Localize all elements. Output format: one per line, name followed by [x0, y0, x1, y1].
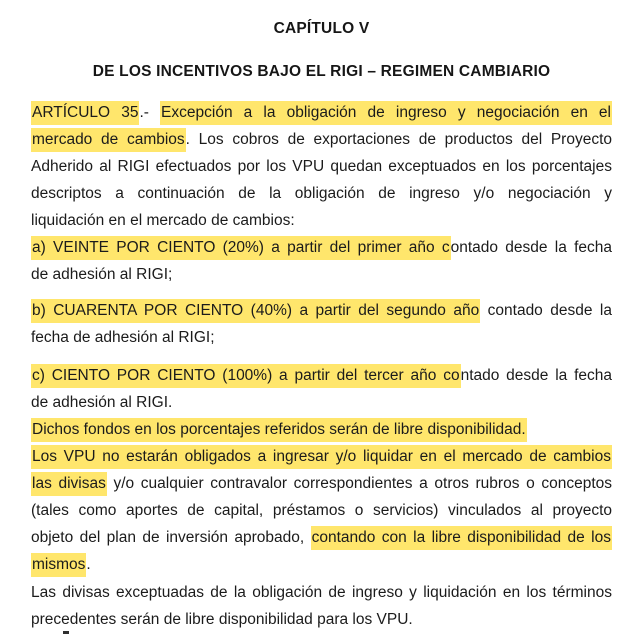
text-line — [31, 470, 612, 497]
highlighted-text: b) CUARENTA POR CIENTO (40%) a partir del segundo año — [31, 299, 480, 323]
text-line — [31, 180, 612, 207]
plain-text: de adhesión al RIGI; — [31, 266, 173, 283]
text-line — [31, 606, 612, 633]
highlighted-text: mismos — [31, 553, 86, 577]
text-line — [31, 153, 612, 180]
text-line — [31, 362, 612, 389]
highlighted-text: Los VPU no estarán obligados a ingresar y/o liquidar en el mercado de cambios — [31, 445, 612, 469]
paragraph-inciso-a — [31, 234, 612, 288]
highlighted-text: contando con la libre disponibilidad de los — [311, 526, 612, 550]
text-line — [31, 99, 612, 126]
plain-text: Las divisas exceptuadas de la obligación de ingreso y liquidación en los términos — [31, 584, 612, 601]
plain-text: liquidación en el mercado de cambios: — [31, 212, 295, 229]
text-line — [31, 443, 612, 470]
plain-text: . — [86, 556, 91, 573]
paragraph-articulo-35-encabezado — [31, 99, 612, 234]
highlighted-text: c) CIENTO POR CIENTO (100%) a partir del tercer año co — [31, 364, 461, 388]
plain-text: de adhesión al RIGI. — [31, 394, 173, 411]
plain-text: descriptos a continuación de la obligación de ingreso y/o negociación y — [31, 185, 612, 202]
text-line — [31, 416, 612, 443]
paragraph-inciso-c-y-libre-disponibilidad — [31, 362, 612, 578]
plain-text: .- — [139, 104, 161, 121]
highlighted-text: mercado de cambios — [31, 128, 186, 152]
text-line — [31, 207, 612, 234]
highlighted-text: ARTÍCULO 35 — [31, 101, 139, 125]
text-line — [31, 297, 612, 324]
highlighted-text: a) VEINTE POR CIENTO (20%) a partir del primer año c — [31, 236, 451, 260]
chapter-heading: CAPÍTULO V — [273, 20, 370, 37]
section-title: DE LOS INCENTIVOS BAJO EL RIGI – REGIMEN CAMBIARIO — [92, 63, 551, 80]
plain-text: objeto del plan de inversión aprobado, — [31, 529, 311, 546]
plain-text: (tales como aportes de capital, préstamos o servicios) vinculados al proyecto — [31, 502, 612, 519]
plain-text: . Los cobros de exportaciones de productos del Proyecto — [185, 131, 613, 148]
paragraph-parrafo-final — [31, 579, 612, 633]
text-line — [31, 579, 612, 606]
text-line — [31, 324, 612, 351]
article-body — [31, 99, 612, 633]
plain-text: y/o cualquier contravalor correspondientes a otros rubros o conceptos — [106, 475, 612, 492]
plain-text: fecha de adhesión al RIGI; — [31, 329, 215, 346]
plain-text: ontado desde la fecha — [450, 239, 612, 256]
plain-text: Adherido al RIGI efectuados por los VPU quedan exceptuados en los porcentajes — [31, 158, 612, 175]
plain-text: ntado desde la fecha — [460, 367, 613, 384]
text-line — [31, 234, 612, 261]
clipped-next-line-top — [63, 631, 69, 634]
highlighted-text: Excepción a la obligación de ingreso y negociación en el — [160, 101, 612, 125]
text-line — [31, 524, 612, 551]
paragraph-inciso-b — [31, 297, 612, 351]
text-line — [31, 551, 612, 578]
text-line — [31, 126, 612, 153]
highlighted-text: Dichos fondos en los porcentajes referidos serán de libre disponibilidad. — [31, 418, 527, 442]
text-line — [31, 389, 612, 416]
text-line — [31, 261, 612, 288]
plain-text: precedentes serán de libre disponibilidad para los VPU. — [31, 611, 413, 628]
plain-text: contado desde la — [480, 302, 612, 319]
text-line — [31, 497, 612, 524]
highlighted-text: las divisas — [31, 472, 107, 496]
